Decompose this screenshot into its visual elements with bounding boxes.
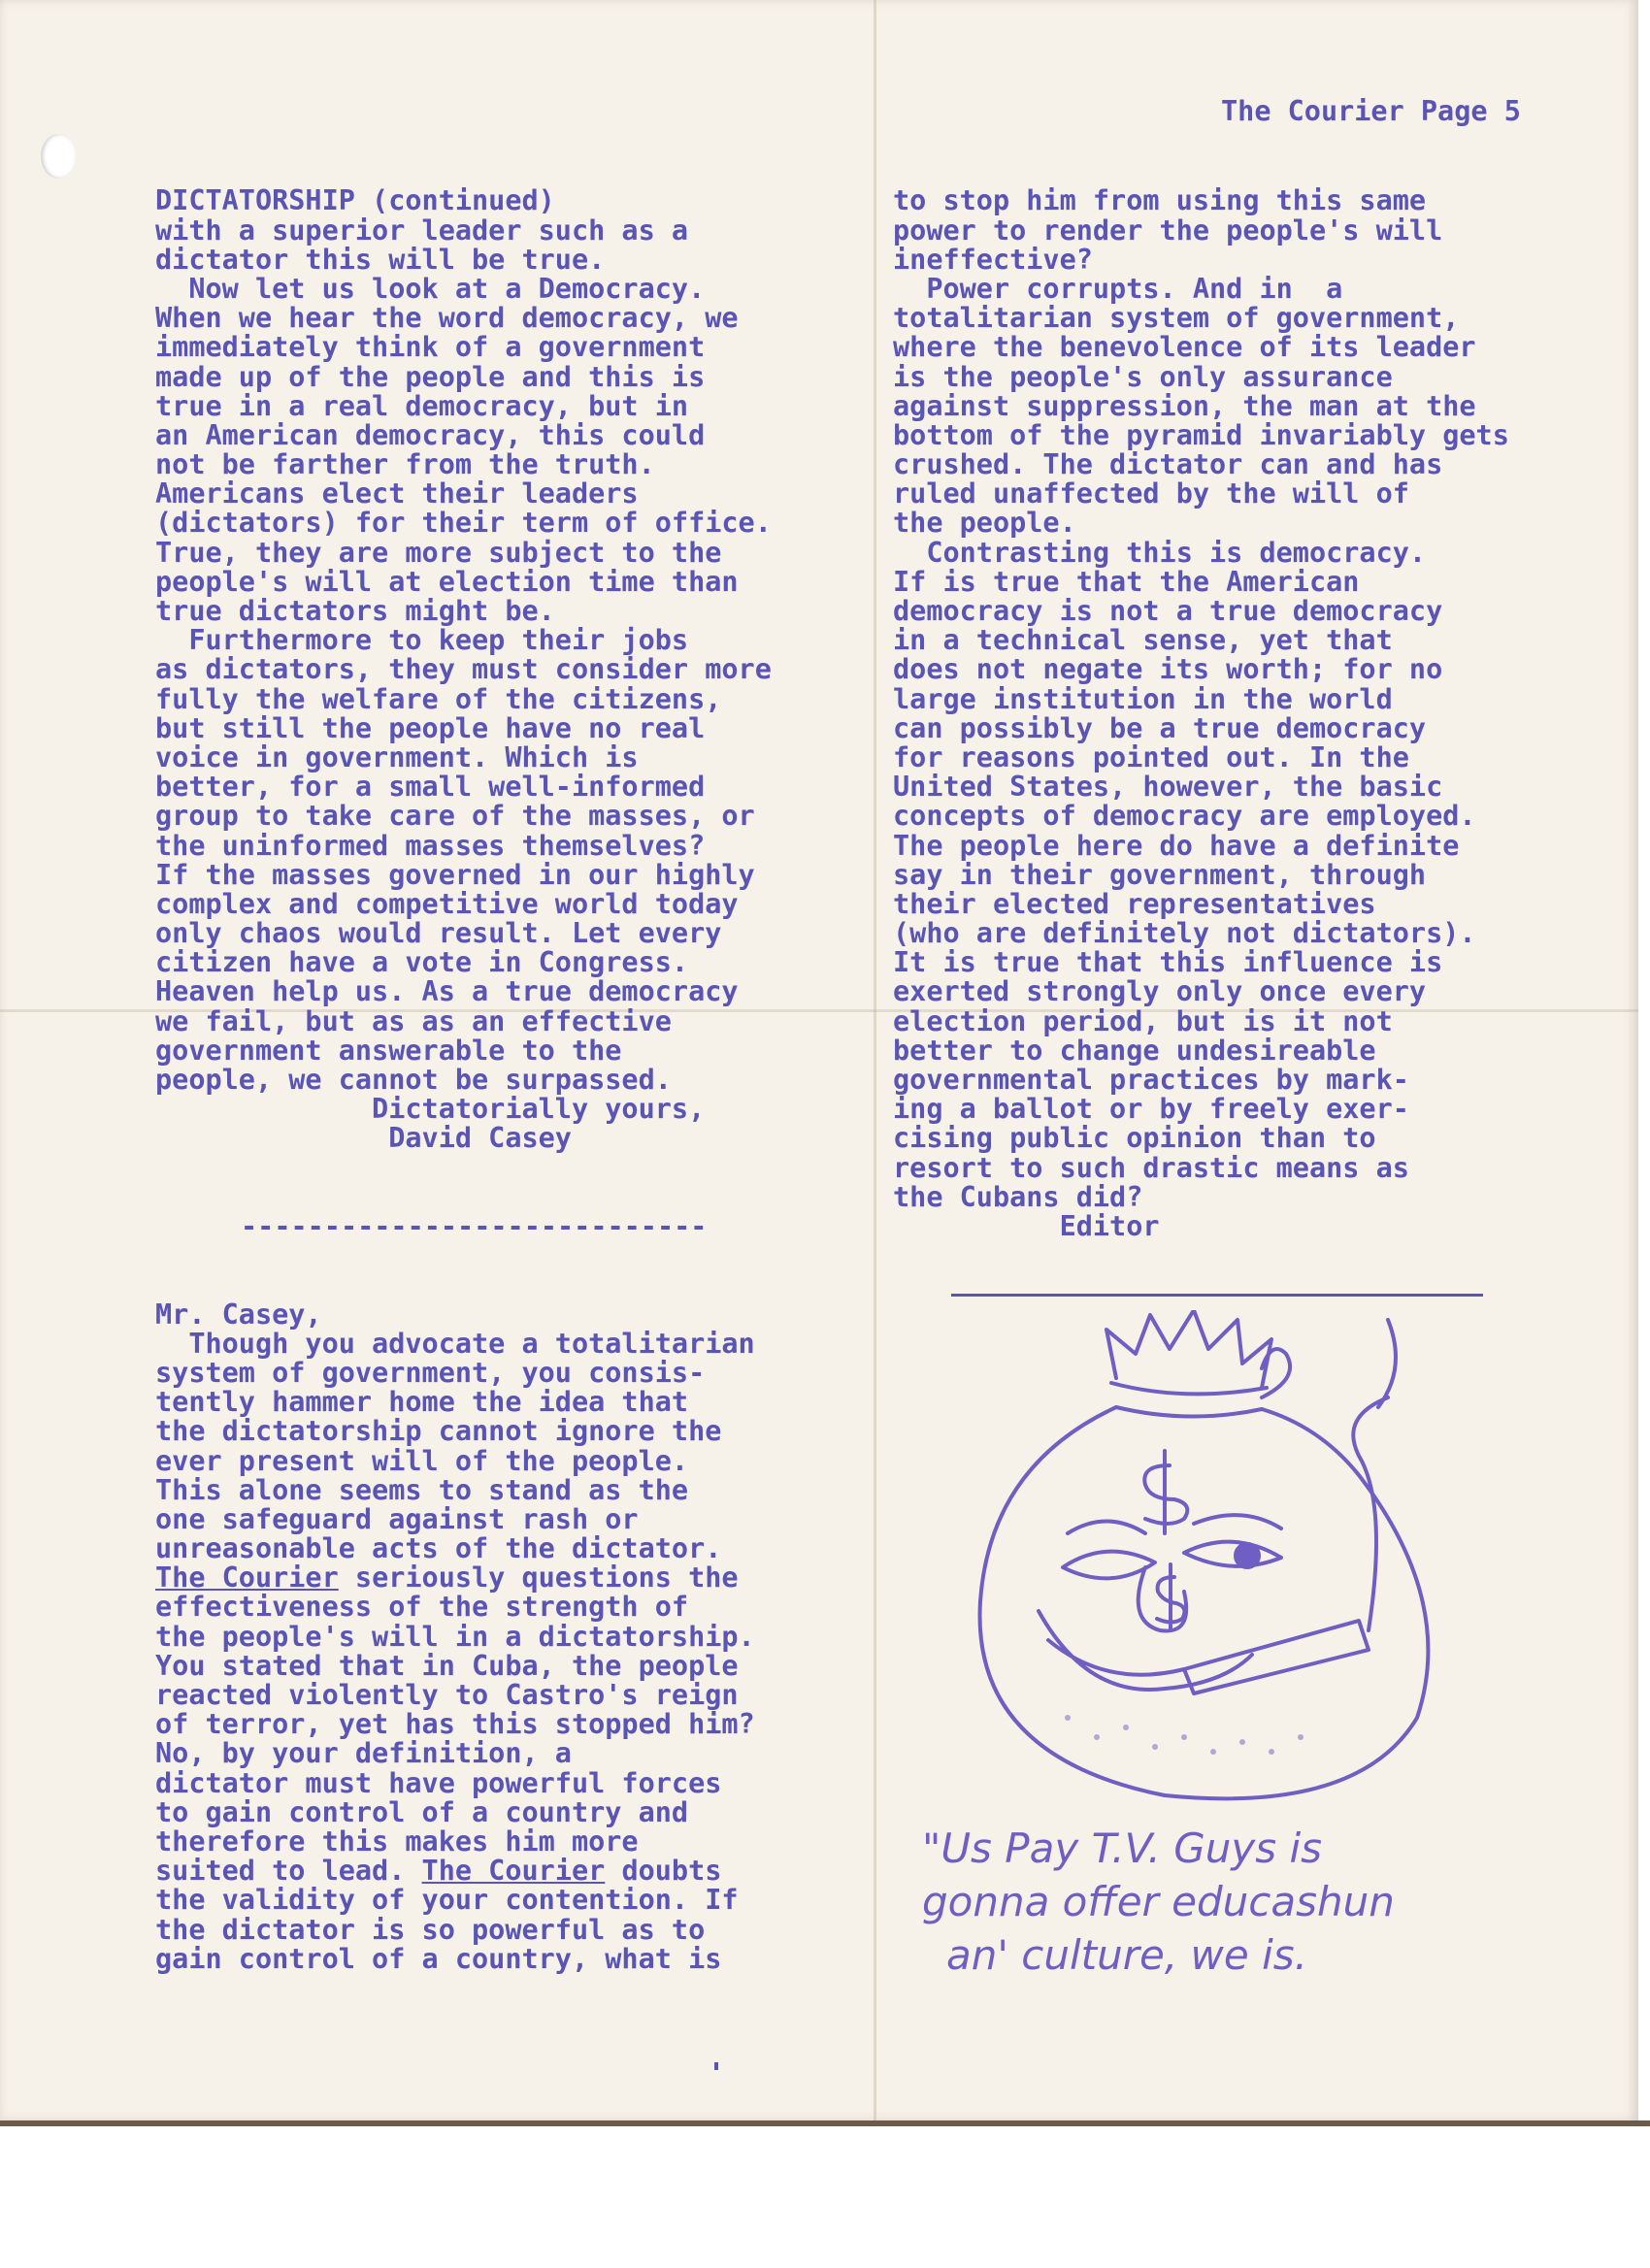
editor-reply-text [155, 1300, 772, 1974]
letter-text-line: Dictatorially yours, [155, 1093, 706, 1126]
letter-text [155, 186, 772, 1153]
editor-reply-continued-line: Power corrupts. And in a [893, 272, 1343, 305]
letter-text-line: but still the people have no real [155, 711, 706, 744]
editor-reply-continued-line: governmental practices by mark- [893, 1064, 1409, 1097]
editor-reply-continued-line: exerted strongly only once every [893, 975, 1427, 1008]
letter-text-line: DICTATORSHIP (continued) [155, 184, 555, 217]
bag-body [980, 1407, 1429, 1798]
editor-reply-continued-line: Contrasting this is democracy. [893, 536, 1427, 569]
right-eye [1184, 1542, 1281, 1566]
torn-hole [41, 134, 76, 179]
letter-text-line: group to take care of the masses, or [155, 800, 755, 833]
letter-text-line: made up of the people and this is [155, 360, 706, 393]
cartoon-top-rule [951, 1294, 1483, 1297]
editor-reply-continued-line: the Cubans did? [893, 1180, 1143, 1213]
right-column [893, 128, 1509, 1300]
editor-reply-continued-line: where the benevolence of its leader [893, 331, 1476, 364]
editor-reply-continued-line: does not negate its worth; for no [893, 653, 1443, 686]
letter-text-line: citizen have a vote in Congress. [155, 946, 689, 979]
editor-reply-continued-line: concepts of democracy are employed. [893, 800, 1476, 833]
editor-reply-line: the people's will in a dictatorship. [155, 1620, 755, 1653]
right-eyebrow [1194, 1515, 1281, 1528]
cartoon-caption-line-1: "Us Pay T.V. Guys is [922, 1824, 1323, 1872]
editor-reply-line: system of government, you consis- [155, 1356, 706, 1389]
letter-text-line: complex and competitive world today [155, 887, 739, 920]
letter-text-line: with a superior leader such as a [155, 214, 689, 247]
editor-reply-continued-line: (who are definitely not dictators). [893, 917, 1476, 950]
editor-reply-continued-line: It is true that this influence is [893, 946, 1443, 979]
letter-text-line: we fail, but as as an effective [155, 1004, 672, 1037]
money-bag-cartoon [951, 1310, 1592, 1834]
editor-reply-line: to gain control of a country and [155, 1795, 689, 1828]
editor-reply-line: of terror, yet has this stopped him? [155, 1708, 755, 1741]
editor-reply-continued-line: say in their government, through [893, 858, 1427, 891]
editor-reply-continued-line: the people. [893, 507, 1076, 540]
letter-text-line: If the masses governed in our highly [155, 858, 755, 891]
letter-text-line: as dictators, they must consider more [155, 653, 772, 686]
editor-reply-line: dictator must have powerful forces [155, 1766, 722, 1799]
fold-crease-vertical [874, 0, 876, 2125]
editor-reply-line: the dictator is so powerful as to [155, 1913, 706, 1946]
editor-reply-continued-line: crushed. The dictator can and has [893, 448, 1443, 481]
letter-text-line: Furthermore to keep their jobs [155, 624, 689, 657]
editor-reply-continued-line: in a technical sense, yet that [893, 624, 1393, 657]
page-bottom-edge [0, 2120, 1650, 2126]
editor-reply-continued-line: ineffective? [893, 243, 1093, 276]
section-divider: ---------------------------- [241, 1210, 708, 1242]
editor-reply-line: tently hammer home the idea that [155, 1386, 689, 1419]
editor-reply-line: The Courier seriously questions the [155, 1561, 739, 1594]
editor-reply-continued [893, 186, 1509, 1241]
letter-text-line: the uninformed masses themselves? [155, 829, 706, 862]
editor-reply-continued-line: United States, however, the basic [893, 771, 1443, 804]
editor-reply-line: suited to lead. The Courier doubts [155, 1855, 722, 1888]
letter-text-line: When we hear the word democracy, we [155, 302, 739, 335]
editor-reply-continued-line: election period, but is it not [893, 1004, 1393, 1037]
letter-text-line: (dictators) for their term of office. [155, 507, 772, 540]
ink-mark [714, 2062, 718, 2070]
letter-text-line: people, we cannot be surpassed. [155, 1064, 672, 1097]
editor-reply-continued-line: for reasons pointed out. In the [893, 740, 1409, 773]
editor-reply-continued-line: totalitarian system of government, [893, 302, 1460, 335]
letter-text-line: government answerable to the [155, 1034, 622, 1067]
letter-text-line: dictator this will be true. [155, 243, 606, 276]
letter-text-line: Heaven help us. As a true democracy [155, 975, 739, 1008]
letter-text-line: Americans elect their leaders [155, 477, 639, 510]
editor-reply-line: No, by your definition, a [155, 1737, 572, 1770]
cartoon-caption-line-2: gonna offer educashun [922, 1878, 1395, 1925]
editor-reply-line: You stated that in Cuba, the people [155, 1649, 739, 1682]
forehead-dollar-sign [1144, 1451, 1187, 1533]
editor-reply-line: Though you advocate a totalitarian [155, 1327, 755, 1360]
editor-reply-line: ever present will of the people. [155, 1444, 689, 1477]
editor-reply-line: effectiveness of the strength of [155, 1591, 689, 1624]
editor-reply-line: one safeguard against rash or [155, 1502, 639, 1535]
letter-text-line: an American democracy, this could [155, 418, 706, 451]
editor-reply-line: reacted violently to Castro's reign [155, 1679, 739, 1712]
editor-reply-continued-line: against suppression, the man at the [893, 389, 1476, 422]
editor-reply-continued-line: to stop him from using this same [893, 184, 1427, 217]
editor-reply-continued-line: Editor [893, 1209, 1160, 1242]
letter-text-line: people's will at election time than [155, 565, 739, 598]
letter-text-line: true dictators might be. [155, 595, 555, 628]
letter-text-line: Now let us look at a Democracy. [155, 272, 706, 305]
letter-text-line: immediately think of a government [155, 331, 706, 364]
editor-reply-continued-line: ing a ballot or by freely exer- [893, 1093, 1409, 1126]
editor-reply-continued-line: can possibly be a true democracy [893, 711, 1427, 744]
editor-reply-continued-line: their elected representatives [893, 887, 1376, 920]
editor-reply-continued-line: is the people's only assurance [893, 360, 1393, 393]
editor-reply-continued-line: democracy is not a true democracy [893, 595, 1443, 628]
editor-reply-continued-line: cising public opinion than to [893, 1122, 1376, 1155]
editor-reply-line: This alone seems to stand as the [155, 1473, 689, 1506]
publication-name: The Courier [421, 1855, 606, 1888]
letter-text-line: David Casey [155, 1122, 572, 1155]
letter-text-line: fully the welfare of the citizens, [155, 682, 722, 715]
publication-name: The Courier [155, 1561, 339, 1594]
editor-reply-continued-line: bottom of the pyramid invariably gets [893, 418, 1509, 451]
editor-reply-line: the dictatorship cannot ignore the [155, 1415, 722, 1448]
editor-reply-continued-line: If is true that the American [893, 565, 1360, 598]
editor-reply-continued-line: large institution in the world [893, 682, 1393, 715]
editor-reply-continued-line: The people here do have a definite [893, 829, 1460, 862]
editor-reply-continued-line: resort to such drastic means as [893, 1151, 1409, 1184]
editor-reply-line: gain control of a country, what is [155, 1942, 722, 1975]
left-column [155, 128, 772, 2032]
letter-text-line: only chaos would result. Let every [155, 917, 722, 950]
letter-text-line: true in a real democracy, but in [155, 389, 689, 422]
editor-reply-line: unreasonable acts of the dictator. [155, 1532, 722, 1565]
letter-text-line: not be farther from the truth. [155, 448, 655, 481]
editor-reply-continued-line: power to render the people's will [893, 214, 1443, 247]
bag-neck [1111, 1383, 1267, 1417]
nose-dollar-sign [1157, 1564, 1184, 1630]
letter-text-line: better, for a small well-informed [155, 771, 706, 804]
editor-reply-continued-line: ruled unaffected by the will of [893, 477, 1409, 510]
left-eyebrow [1068, 1522, 1145, 1534]
editor-reply-line: therefore this makes him more [155, 1824, 639, 1857]
cartoon-caption-line-3: an' culture, we is. [946, 1931, 1307, 1979]
editor-reply-line: Mr. Casey, [155, 1298, 322, 1331]
editor-reply-continued-line: better to change undesireable [893, 1034, 1376, 1067]
letter-text-line: voice in government. Which is [155, 740, 639, 773]
cigar [1184, 1621, 1369, 1693]
page-header: The Courier Page 5 [1221, 95, 1521, 127]
letter-text-line: True, they are more subject to the [155, 536, 722, 569]
editor-reply-line: the validity of your contention. If [155, 1884, 739, 1917]
bag-crown [1106, 1310, 1271, 1388]
